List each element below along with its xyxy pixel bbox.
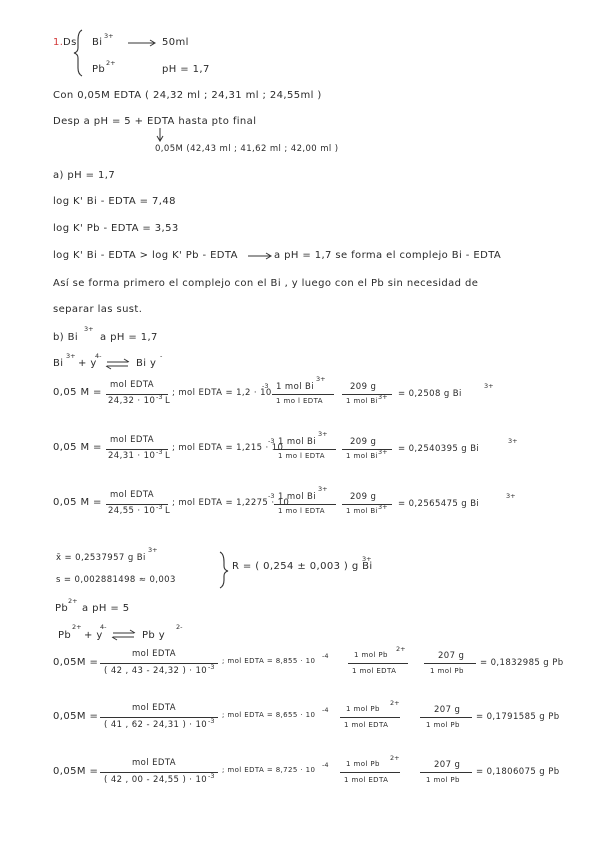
logk-pb-edta: log K' Pb - EDTA = 3,53 [53, 223, 179, 234]
fraction-bar [424, 663, 476, 664]
bi-calc-1-mol: ; mol EDTA = 1,2 · 10 [172, 388, 272, 398]
pb-calc-3-f2-num: 207 g [434, 760, 461, 770]
bi-calc-3-f2-num: 209 g [350, 492, 377, 502]
bi-calc-1-result-exp: 3+ [484, 382, 494, 390]
fraction-bar [100, 663, 218, 664]
bi-calc-3-f2-den-exp: 3+ [378, 503, 388, 511]
conclusion-text-1: Así se forma primero el complejo con el Bi , y luego con el Pb sin necesidad de [53, 278, 479, 289]
problem-label: Ds [63, 37, 77, 48]
reaction-edta: + y [78, 358, 97, 369]
bi-calc-2-f1-num-exp: 3+ [318, 430, 328, 438]
part-b-title: b) Bi [53, 332, 79, 343]
bi-calc-2-mol: ; mol EDTA = 1,215 · 10 [172, 443, 284, 453]
bi-calc-3-result: = 0,2565475 g Bi [398, 499, 480, 509]
reaction-pb-edta-charge: 4- [100, 623, 107, 631]
bi-calc-3-den: 24,55 · 10 [108, 506, 156, 516]
reaction-pb-product-charge: 2- [176, 623, 183, 631]
fraction-bar [420, 772, 472, 773]
pb-calc-2-f2-num: 207 g [434, 705, 461, 715]
bi-calc-1-den-unit: L [165, 396, 171, 406]
pb-calc-3-f2-den: 1 mol Pb [426, 776, 460, 784]
ion-bi: Bi [92, 37, 103, 48]
bi-calc-2-mol-exp: -3 [268, 437, 275, 445]
bi-calc-1-f1-num-exp: 3+ [316, 375, 326, 383]
reaction-product-charge: - [160, 352, 163, 360]
logk-comparison: log K' Bi - EDTA > log K' Pb - EDTA [53, 250, 238, 261]
bi-calc-3-result-exp: 3+ [506, 492, 516, 500]
pb-calc-2-num: mol EDTA [132, 703, 177, 713]
reaction-pb-charge: 2+ [72, 623, 82, 631]
pb-calc-3-den: ( 42 , 00 - 24,55 ) · 10 [104, 775, 208, 785]
bi-calc-2-den-exp: -3 [156, 448, 163, 456]
pb-calc-3-f1-den: 1 mol EDTA [344, 776, 389, 784]
bi-calc-1-result: = 0,2508 g Bi [398, 389, 462, 399]
part-b-title-charge: 3+ [84, 325, 94, 333]
fraction-bar [348, 663, 408, 664]
bi-calc-3-den-unit: L [165, 506, 171, 516]
pb-calc-3-den-exp: -3 [208, 772, 215, 780]
pb-calc-1-mol-exp: -4 [322, 652, 329, 660]
bi-calc-3-f1-num-exp: 3+ [318, 485, 328, 493]
bi-calc-1-f2-den: 1 mol Bi [346, 397, 378, 405]
pb-calc-1-lhs: 0,05M = [53, 657, 99, 668]
fraction-bar [340, 772, 400, 773]
pb-section-title: Pb [55, 603, 69, 614]
fraction-bar [420, 717, 472, 718]
pb-calc-3-num: mol EDTA [132, 758, 177, 768]
bi-calc-2-num: mol EDTA [110, 435, 155, 445]
bi-calc-3-f1-num: 1 mol Bi [278, 492, 317, 502]
pb-calc-2-f1-num: 1 mol Pb [346, 705, 380, 713]
bi-calc-2-lhs: 0,05 M = [53, 442, 102, 453]
bi-calc-1-f1-den: 1 mo l EDTA [276, 397, 323, 405]
pb-calc-2-lhs: 0,05M = [53, 711, 99, 722]
pb-calc-3-f1-num: 1 mol Pb [346, 760, 380, 768]
pb-calc-2-result: = 0,1791585 g Pb [476, 712, 560, 722]
bi-calc-1-f1-num: 1 mol Bi [276, 382, 315, 392]
reaction-edta-charge: 4- [95, 352, 102, 360]
edta-volumes-line: Con 0,05M EDTA ( 24,32 ml ; 24,31 ml ; 24,55ml ) [53, 90, 322, 101]
pb-calc-2-den: ( 41 , 62 - 24,31 ) · 10 [104, 720, 208, 730]
pb-calc-3-mol: ; mol EDTA = 8,725 · 10 [222, 766, 316, 774]
logk-bi-edta: log K' Bi - EDTA = 7,48 [53, 196, 176, 207]
bi-calc-2-f2-den: 1 mol Bi [346, 452, 378, 460]
bi-calc-3-f1-den: 1 mo l EDTA [278, 507, 325, 515]
bi-calc-2-f2-den-exp: 3+ [378, 448, 388, 456]
bi-calc-2-den: 24,31 · 10 [108, 451, 156, 461]
edta-volumes-line-2: 0,05M (42,43 ml ; 41,62 ml ; 42,00 ml ) [155, 144, 339, 154]
part-a-title: a) pH = 1,7 [53, 170, 116, 181]
bi-calc-1-num: mol EDTA [110, 380, 155, 390]
mean-value-exp: 3+ [148, 546, 158, 554]
pb-calc-1-f1-den: 1 mol EDTA [352, 667, 397, 675]
bi-calc-1-f2-den-exp: 3+ [378, 393, 388, 401]
bi-calc-1-den-exp: -3 [156, 393, 163, 401]
bi-final-result: R = ( 0,254 ± 0,003 ) g Bi [232, 561, 373, 572]
fraction-bar [100, 772, 218, 773]
pb-calc-1-f2-den: 1 mol Pb [430, 667, 464, 675]
bi-calc-3-num: mol EDTA [110, 490, 155, 500]
pb-calc-3-f1-num-exp: 2+ [390, 754, 400, 762]
ion-pb: Pb [92, 64, 106, 75]
bi-calc-2-den-unit: L [165, 451, 171, 461]
pb-calc-1-num: mol EDTA [132, 649, 177, 659]
bi-calc-3-f2-den: 1 mol Bi [346, 507, 378, 515]
bi-calc-2-result: = 0,2540395 g Bi [398, 444, 480, 454]
pb-calc-2-mol-exp: -4 [322, 706, 329, 714]
fraction-bar [100, 717, 218, 718]
sample-volume: 50ml [162, 37, 189, 48]
pb-calc-1-f1-num: 1 mol Pb [354, 651, 388, 659]
pb-calc-1-result: = 0,1832985 g Pb [480, 658, 564, 668]
bi-calc-2-f1-den: 1 mo l EDTA [278, 452, 325, 460]
fraction-bar [340, 717, 400, 718]
pb-calc-3-result: = 0,1806075 g Pb [476, 767, 560, 777]
reaction-bi: Bi [53, 358, 64, 369]
ion-pb-charge: 2+ [106, 59, 116, 67]
pb-calc-1-f1-num-exp: 2+ [396, 645, 406, 653]
bi-calc-2-f2-num: 209 g [350, 437, 377, 447]
pb-section-title-charge: 2+ [68, 597, 78, 605]
bi-calc-3-lhs: 0,05 M = [53, 497, 102, 508]
reaction-pb-edta: + y [84, 630, 103, 641]
reaction-bi-charge: 3+ [66, 352, 76, 360]
pb-calc-2-f1-den: 1 mol EDTA [344, 721, 389, 729]
bi-calc-2-result-exp: 3+ [508, 437, 518, 445]
part-b-title-ph: a pH = 1,7 [100, 332, 158, 343]
conclusion-text-2: separar las sust. [53, 304, 143, 315]
bi-calc-2-f1-num: 1 mol Bi [278, 437, 317, 447]
bi-calc-1-den: 24,32 · 10 [108, 396, 156, 406]
pb-calc-3-lhs: 0,05M = [53, 766, 99, 777]
pb-calc-1-den-exp: -3 [208, 663, 215, 671]
std-dev-value: s = 0,002881498 ≈ 0,003 [56, 575, 176, 585]
pb-calc-2-den-exp: -3 [208, 717, 215, 725]
reaction-pb-product: Pb y [142, 630, 166, 641]
pb-calc-2-mol: ; mol EDTA = 8,655 · 10 [222, 711, 316, 719]
bi-calc-3-mol: ; mol EDTA = 1,2275 · 10 [172, 498, 290, 508]
bi-calc-1-f2-num: 209 g [350, 382, 377, 392]
reaction-pb: Pb [58, 630, 72, 641]
ph-adjust-line: Desp a pH = 5 + EDTA hasta pto final [53, 116, 257, 127]
pb-calc-3-mol-exp: -4 [322, 761, 329, 769]
bi-final-result-exp: 3+ [362, 555, 372, 563]
problem-number: 1. [53, 37, 64, 48]
pb-calc-2-f1-num-exp: 2+ [390, 699, 400, 707]
bi-calc-1-lhs: 0,05 M = [53, 387, 102, 398]
pb-calc-1-f2-num: 207 g [438, 651, 465, 661]
pb-calc-1-mol: ; mol EDTA = 8,855 · 10 [222, 657, 316, 665]
bi-calc-1-mol-exp: -3 [262, 382, 269, 390]
complex-formation-note: a pH = 1,7 se forma el complejo Bi - EDTA [274, 250, 502, 261]
pb-section-ph: a pH = 5 [82, 603, 130, 614]
pb-calc-2-f2-den: 1 mol Pb [426, 721, 460, 729]
bi-calc-3-mol-exp: -3 [268, 492, 275, 500]
reaction-product: Bi y [136, 358, 157, 369]
pb-calc-1-den: ( 42 , 43 - 24,32 ) · 10 [104, 666, 208, 676]
initial-ph: pH = 1,7 [162, 64, 210, 75]
ion-bi-charge: 3+ [104, 32, 114, 40]
bi-calc-3-den-exp: -3 [156, 503, 163, 511]
mean-value: x̄ = 0,2537957 g Bi [56, 553, 146, 563]
